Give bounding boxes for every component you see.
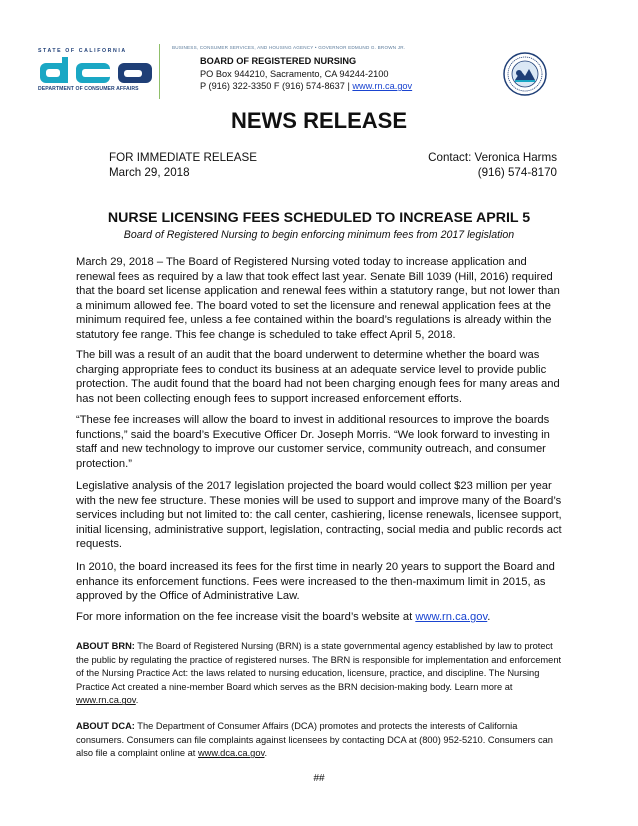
headline: NURSE LICENSING FEES SCHEDULED TO INCREASE APRIL 5 — [107, 210, 531, 226]
state-seal-icon — [503, 52, 547, 96]
dca-logo — [38, 48, 154, 96]
subheadline: Board of Registered Nursing to begin enforcing minimum fees from 2017 legislation — [123, 229, 515, 241]
contact-phone: (916) 574-8170 — [477, 166, 557, 179]
about-brn-label: ABOUT BRN: — [76, 641, 135, 651]
release-date: March 29, 2018 — [109, 166, 190, 179]
board-name: BOARD OF REGISTERED NURSING — [200, 56, 357, 66]
body-paragraph-6 — [76, 610, 566, 625]
phone-numbers: P (916) 322-3350 F (916) 574-8637 | — [200, 81, 353, 91]
about-dca-link[interactable]: www.dca.ca.gov — [197, 748, 265, 759]
logo-state-text: STATE OF CALIFORNIA — [38, 48, 127, 54]
body-paragraph-3: “These fee increases will allow the board to invest in additional resources to improve the boards functions,” said the board’s Executive Officer Dr. Joseph Morris. “We look forward to investing in staff and new technology to improve our customer service, community outreach, and consumer protection.” — [76, 414, 550, 470]
more-info-link[interactable]: www.rn.ca.gov — [415, 611, 488, 623]
about-dca-text: The Department of Consumer Affairs (DCA) promotes and protects the interests of California consumers. Consumers can file complaints against licensees by contacting DCA at (800) 952-5210. Consumers can also file a complaint online at — [76, 721, 553, 759]
about-dca — [76, 720, 566, 761]
board-website-link[interactable]: www.rn.ca.gov — [352, 81, 413, 91]
logo-department-text: DEPARTMENT OF CONSUMER AFFAIRS — [38, 86, 139, 92]
body-paragraph-5: In 2010, the board increased its fees for the first time in nearly 20 years to support the Board and enhance its enforcement functions. Fees were increased to the then-maximum limit in 2015, as approved by the Office of Administrative Law. — [76, 561, 555, 603]
about-brn-period: . — [135, 695, 139, 706]
release-type: FOR IMMEDIATE RELEASE — [109, 151, 257, 164]
more-info-text: For more information on the fee increase visit the board’s website at — [76, 611, 416, 623]
board-phones — [200, 81, 412, 91]
agency-line: BUSINESS, CONSUMER SERVICES, AND HOUSING AGENCY • GOVERNOR EDMUND G. BROWN JR. — [172, 45, 406, 50]
dca-letters-icon — [40, 57, 152, 85]
header-divider — [159, 44, 160, 99]
more-info-period: . — [487, 611, 491, 623]
body-paragraph-4: Legislative analysis of the 2017 legislation projected the board would collect $23 million per year with the new fee structure. These monies will be used to support and improve many of the Board’s services including but not limited to: the call center, cashiering, license renewals, licensee support, initial licensing, administrative support, legislation, contracting, social media and public records act requests. — [76, 480, 562, 551]
board-address: PO Box 944210, Sacramento, CA 94244-2100 — [200, 69, 389, 79]
page-title: NEWS RELEASE — [230, 108, 408, 133]
contact-name: Contact: Veronica Harms — [428, 151, 557, 164]
about-brn-text: The Board of Registered Nursing (BRN) is a state governmental agency established by law to protect the public by regulating the practice of registered nurses. The BRN is responsible for implementation and enforcement of the Nursing Practice Act: the laws related to nursing education, licensure, practice, and discipline. The Nursing Practice Act created a nine-member Board which serves as the BRN decision-making body. Learn more at — [76, 641, 562, 692]
body-paragraph-2: The bill was a result of an audit that the board underwent to determine whether the board was charging appropriate fees to conduct its business at an adequate service level to provide public protection. The audit found that the board had not been charging enough fees for many areas and has not been collecting enough fees to support increased enforcement efforts. — [76, 349, 560, 405]
about-dca-period: . — [264, 748, 268, 759]
end-mark: ## — [313, 773, 325, 784]
about-brn-link[interactable]: www.rn.ca.gov — [76, 695, 136, 706]
about-brn — [76, 640, 566, 708]
about-dca-label: ABOUT DCA: — [76, 721, 135, 731]
body-paragraph-1: March 29, 2018 – The Board of Registered Nursing voted today to increase application and renewal fees as required by a law that took effect last year. Senate Bill 1039 (Hill, 2016) required that the board set license application and renewal fees within a statutory range, but not lower than a minimum allowed fee. The board voted to set the licensure and renewal application fees at the minimum required fee, unless a fee contained within the board’s regulations is already within the statutory fee range. This fee change is scheduled to take effect April 5, 2018. — [76, 256, 560, 341]
